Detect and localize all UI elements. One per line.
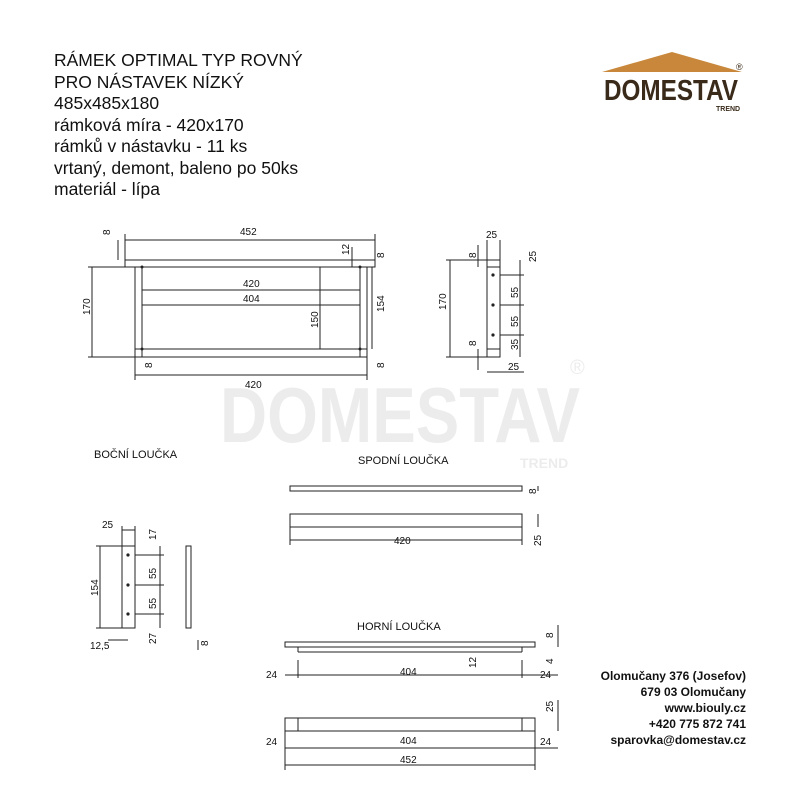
spec-line: 485x485x180: [54, 93, 160, 113]
dim-text: 404: [243, 294, 260, 305]
horni-top-view: [285, 642, 535, 647]
dim-text: 25: [102, 520, 114, 531]
contact-block: [601, 668, 746, 748]
front-bottom-bar: [135, 349, 367, 357]
dim-text: 8: [200, 640, 211, 646]
watermark-reg: ®: [570, 357, 585, 379]
spec-line: rámků v nástavku - 11 ks: [54, 136, 248, 156]
dim-text: 25: [486, 230, 498, 241]
dim-text: 154: [90, 579, 101, 596]
dim-text: 12: [341, 243, 352, 255]
dim-text: 55: [510, 286, 521, 298]
dim-text: 8: [144, 362, 155, 368]
contact-web[interactable]: www.biouly.cz: [664, 701, 746, 715]
dim-text: 12,5: [90, 641, 110, 652]
contact-address: Olomučany 376 (Josefov): [600, 669, 746, 683]
contact-phone[interactable]: +420 775 872 741: [648, 717, 746, 731]
dim-text: 35: [510, 338, 521, 350]
spodni-top-view: [290, 486, 522, 491]
spec-line: RÁMEK OPTIMAL TYP ROVNÝ: [54, 50, 303, 70]
front-right-post: [360, 267, 367, 357]
spec-line: materiál - lípa: [54, 179, 161, 199]
dim-text: 8: [528, 488, 539, 494]
label-horni: HORNÍ LOUČKA: [357, 621, 441, 633]
dim-text: 25: [528, 250, 539, 262]
label-spodni: SPODNÍ LOUČKA: [358, 455, 449, 467]
logo-reg: ®: [736, 62, 743, 72]
dim-text: 8: [545, 632, 556, 638]
dim-text: 452: [240, 227, 257, 238]
dim-text: 24: [540, 737, 552, 748]
front-left-post: [135, 267, 142, 357]
watermark-sub: TREND: [520, 455, 569, 471]
dim-text: 12: [468, 656, 479, 668]
dim-text: 154: [376, 295, 387, 312]
dim-text: 8: [376, 252, 387, 258]
dim-text: 27: [148, 632, 159, 644]
spec-line: PRO NÁSTAVEK NÍZKÝ: [54, 71, 244, 92]
dim-text: 17: [148, 528, 159, 540]
dim-text: 8: [102, 229, 113, 235]
watermark-text: DOMESTAV: [220, 371, 580, 459]
dim-text: 8: [468, 340, 479, 346]
horni-front-view: [285, 718, 535, 731]
contact-city: 679 03 Olomučany: [640, 685, 746, 699]
contact-email[interactable]: sparovka@domestav.cz: [610, 733, 746, 747]
bocni-front: [122, 546, 135, 628]
dim-text: 4: [545, 658, 556, 664]
dim-text: 404: [400, 736, 417, 747]
dim-text: 25: [508, 362, 520, 373]
logo-sub: TREND: [716, 106, 741, 113]
dim-text: 170: [438, 293, 449, 310]
dim-text: 25: [533, 534, 544, 546]
dim-text: 170: [82, 298, 93, 315]
dim-text: 8: [468, 252, 479, 258]
dim-text: 25: [545, 700, 556, 712]
dim-text: 24: [266, 737, 278, 748]
dim-text: 404: [400, 667, 417, 678]
logo-text: DOMESTAV: [604, 75, 739, 107]
dim-text: 420: [243, 279, 260, 290]
dim-text: 55: [148, 567, 159, 579]
spodni-front-view: [290, 514, 522, 527]
dim-text: 24: [540, 670, 552, 681]
dim-text: 55: [510, 315, 521, 327]
bocni-side: [186, 546, 191, 628]
spec-line: rámková míra - 420x170: [54, 114, 244, 135]
label-bocni: BOČNÍ LOUČKA: [94, 449, 178, 461]
dim-text: 420: [394, 536, 411, 547]
dim-text: 150: [310, 311, 321, 328]
dim-text: 55: [148, 597, 159, 609]
dim-text: 420: [245, 380, 262, 391]
dim-text: 8: [376, 362, 387, 368]
dim-text: 452: [400, 755, 417, 766]
front-top-bar: [125, 260, 375, 267]
dim-text: 24: [266, 670, 278, 681]
spec-line: vrtaný, demont, baleno po 50ks: [54, 157, 299, 178]
